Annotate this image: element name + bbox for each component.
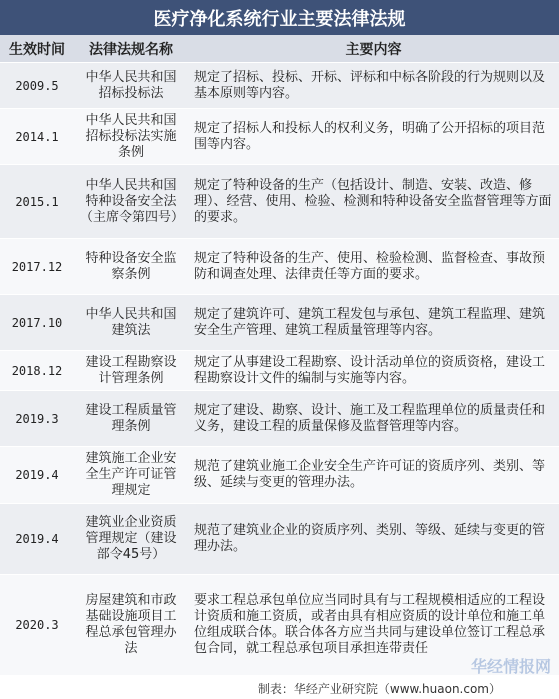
law-cell: 特种设备安全监察条例 [74,239,188,295]
content-cell: 规定了特种设备的生产、使用、检验检测、监督检查、事故预防和调查处理、法律责任等方面的要求。 [188,239,559,295]
content-cell: 规定了招标、投标、开标、评标和中标各阶段的行为规则以及基本原则等内容。 [188,63,559,109]
law-cell: 建设工程勘察设计管理条例 [74,351,188,391]
date-cell: 2018.12 [0,351,74,391]
table-row [0,165,559,239]
header-content: 主要内容 [188,35,559,63]
watermark-logo: 华经情报网 [470,659,551,676]
date-cell: 2009.5 [0,63,74,109]
law-cell: 中华人民共和国特种设备安全法（主席令第四号） [74,165,188,239]
date-cell: 2017.10 [0,295,74,351]
law-cell: 房屋建筑和市政基础设施项目工程总承包管理办法 [74,575,188,675]
table-row [0,295,559,351]
table-title: 医疗净化系统行业主要法律法规 [0,0,559,35]
table-row [0,239,559,295]
law-cell: 中华人民共和国招标投标法实施条例 [74,109,188,165]
law-cell: 中华人民共和国招标投标法 [74,63,188,109]
date-cell: 2017.12 [0,239,74,295]
law-cell: 建设工程质量管理条例 [74,391,188,447]
date-cell: 2019.4 [0,447,74,504]
table-row [0,109,559,165]
date-cell: 2019.3 [0,391,74,447]
content-cell: 规定了特种设备的生产（包括设计、制造、安装、改造、修理）、经营、使用、检验、检测和特种设备安全监督管理等方面的要求。 [188,165,559,239]
content-cell: 规定了建设、勘察、设计、施工及工程监理单位的质量责任和义务，建设工程的质量保修及监督管理等内容。 [188,391,559,447]
header-law: 法律法规名称 [74,35,188,63]
table-row [0,504,559,575]
source-footer: 制表：华经产业研究院（www.huaon.com） [0,677,559,699]
table-row [0,447,559,504]
date-cell: 2015.1 [0,165,74,239]
content-cell: 规定了建筑许可、建筑工程发包与承包、建筑工程监理、建筑安全生产管理、建筑工程质量管理等内容。 [188,295,559,351]
content-cell: 规范了建筑业施工企业安全生产许可证的资质序列、类别、等级、延续与变更的管理办法。 [188,447,559,504]
table-row [0,351,559,391]
law-cell: 建筑施工企业安全生产许可证管理规定 [74,447,188,504]
header-row [0,35,559,63]
table-row [0,63,559,109]
header-date: 生效时间 [0,35,74,63]
law-cell: 中华人民共和国建筑法 [74,295,188,351]
content-cell: 规定了从事建设工程勘察、设计活动单位的资质资格，建设工程勘察设计文件的编制与实施等内容。 [188,351,559,391]
content-cell: 规范了建筑业企业的资质序列、类别、等级、延续与变更的管理办法。 [188,504,559,575]
date-cell: 2014.1 [0,109,74,165]
law-table [0,35,559,675]
content-cell: 要求工程总承包单位应当同时具有与工程规模相适应的工程设计资质和施工资质，或者由具有相应资质的设计单位和施工单位组成联合体。联合体各方应当共同与建设单位签订工程总承包合同，就工程总承包项目承担连带责任 [188,575,559,675]
date-cell: 2020.3 [0,575,74,675]
table-row [0,391,559,447]
law-cell: 建筑业企业资质管理规定（建设部令45号） [74,504,188,575]
content-cell: 规定了招标人和投标人的权利义务，明确了公开招标的项目范围等内容。 [188,109,559,165]
date-cell: 2019.4 [0,504,74,575]
